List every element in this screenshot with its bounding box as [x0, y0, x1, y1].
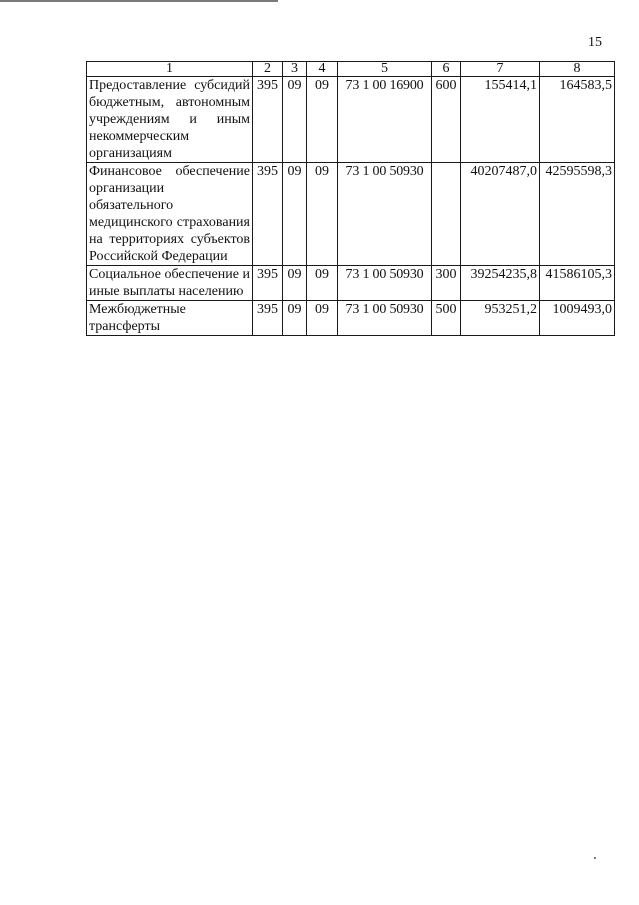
cell-col-5: 73 1 00 50930	[338, 163, 432, 266]
cell-col-5: 73 1 00 16900	[338, 77, 432, 163]
header-cell: 3	[283, 62, 307, 77]
table-row	[87, 266, 615, 301]
cell-col-2: 395	[253, 163, 283, 266]
header-cell: 8	[540, 62, 615, 77]
table-header-row	[87, 62, 615, 77]
header-cell: 2	[253, 62, 283, 77]
cell-col-3: 09	[283, 266, 307, 301]
cell-col-8: 164583,5	[540, 77, 615, 163]
row-name-cell: Финансовое обеспечение организации обязательного медицинского страхования на территориях субъектов Российской Федерации	[87, 163, 253, 266]
cell-col-6: 300	[432, 266, 461, 301]
cell-col-7: 40207487,0	[461, 163, 540, 266]
cell-col-6	[432, 163, 461, 266]
cell-col-8: 41586105,3	[540, 266, 615, 301]
scan-speck	[594, 857, 596, 859]
cell-col-2: 395	[253, 301, 283, 336]
header-cell: 6	[432, 62, 461, 77]
top-rule	[0, 0, 278, 2]
cell-col-6: 600	[432, 77, 461, 163]
row-name-cell: Предоставление субсидий бюджетным, автономным учреждениям и иным некоммерческим организациям	[87, 77, 253, 163]
cell-col-4: 09	[307, 163, 338, 266]
header-cell: 4	[307, 62, 338, 77]
table-row	[87, 163, 615, 266]
table-row	[87, 77, 615, 163]
cell-col-8: 42595598,3	[540, 163, 615, 266]
cell-col-6: 500	[432, 301, 461, 336]
cell-col-4: 09	[307, 77, 338, 163]
header-cell: 7	[461, 62, 540, 77]
cell-col-7: 155414,1	[461, 77, 540, 163]
page-number: 15	[588, 35, 602, 50]
cell-col-7: 39254235,8	[461, 266, 540, 301]
cell-col-2: 395	[253, 77, 283, 163]
header-cell: 5	[338, 62, 432, 77]
cell-col-8: 1009493,0	[540, 301, 615, 336]
cell-col-4: 09	[307, 301, 338, 336]
header-cell: 1	[87, 62, 253, 77]
cell-col-3: 09	[283, 163, 307, 266]
cell-col-3: 09	[283, 301, 307, 336]
cell-col-3: 09	[283, 77, 307, 163]
row-name-cell: Социальное обеспечение и иные выплаты населению	[87, 266, 253, 301]
cell-col-4: 09	[307, 266, 338, 301]
cell-col-7: 953251,2	[461, 301, 540, 336]
row-name-cell: Межбюджетные трансферты	[87, 301, 253, 336]
cell-col-2: 395	[253, 266, 283, 301]
cell-col-5: 73 1 00 50930	[338, 301, 432, 336]
cell-col-5: 73 1 00 50930	[338, 266, 432, 301]
table-row	[87, 301, 615, 336]
budget-table	[86, 61, 615, 336]
